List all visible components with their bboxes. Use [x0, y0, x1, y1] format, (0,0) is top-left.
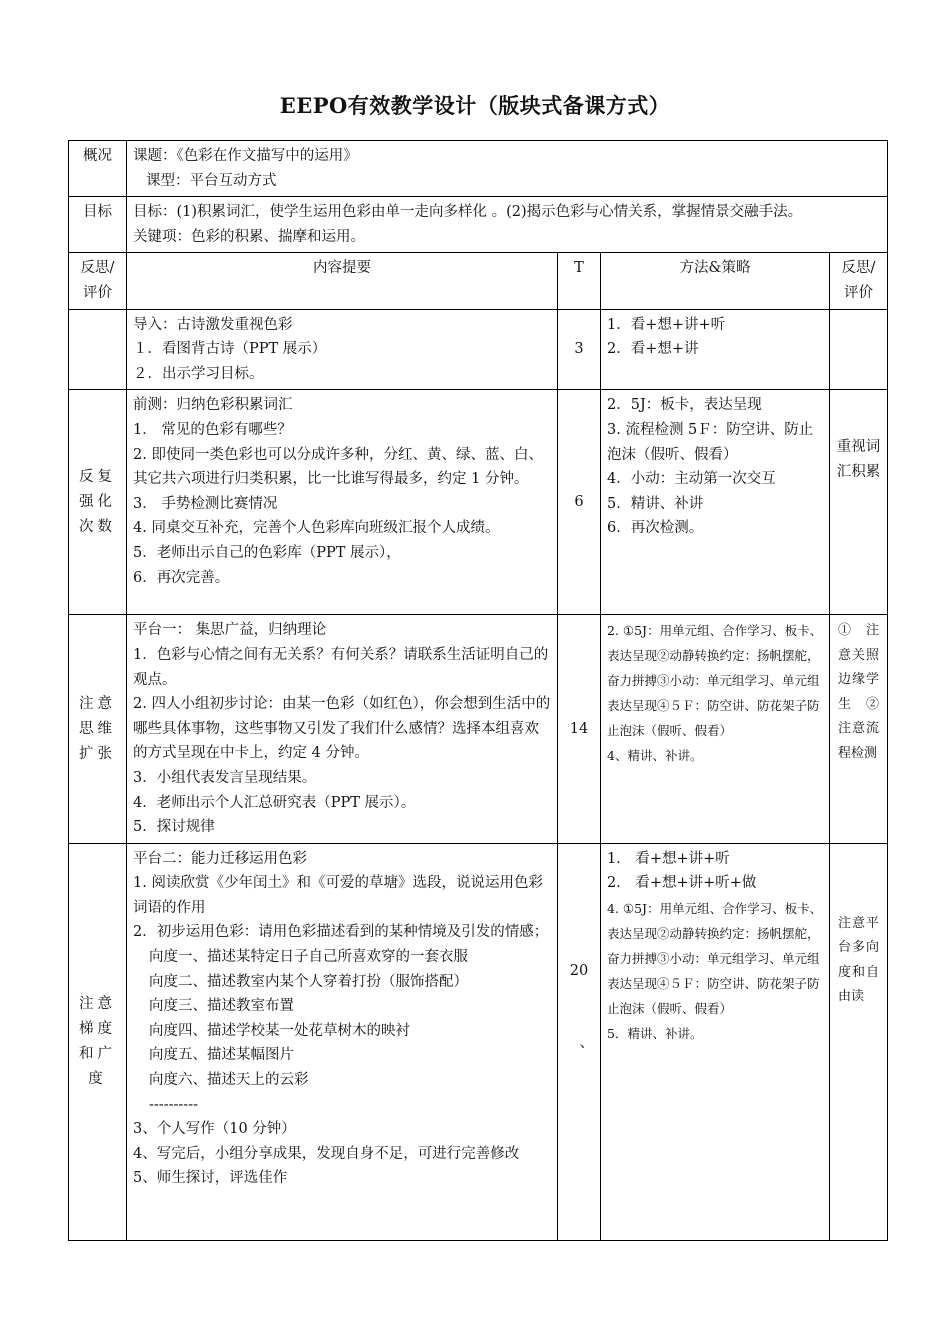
- content-line: 向度二、描述教室内某个人穿着打扮（服饰搭配）: [149, 973, 468, 990]
- row-platform-one: [69, 615, 888, 843]
- time-mark: 、: [579, 1035, 594, 1052]
- content-line: 1．色彩与心情之间有无关系？有何关系？请联系生活证明自己的观点。: [133, 646, 549, 688]
- row-platform-one-time: 14: [558, 615, 601, 843]
- method-line: 2．看+想+讲: [607, 341, 699, 358]
- method-line: 6．再次检测。: [607, 520, 704, 537]
- content-line: 2．初步运用色彩：请用色彩描述看到的某种情境及引发的情感；: [133, 924, 549, 941]
- method-line: 5．精讲、补讲。: [607, 1025, 703, 1041]
- method-line: 1． 看+想+讲+听: [607, 850, 730, 867]
- content-line: 4. 同桌交互补充，完善个人色彩库向班级汇报个人成绩。: [133, 520, 500, 537]
- header-row: [69, 253, 888, 309]
- row-platform-two: [69, 843, 888, 1240]
- row-pretest: [69, 390, 888, 615]
- row-pretest-reflect: 重视词汇积累: [830, 390, 888, 615]
- content-line: 导入：古诗激发重视色彩: [133, 316, 293, 333]
- content-line: 3．小组代表发言呈现结果。: [133, 769, 317, 786]
- page-title: EEPO有效教学设计（版块式备课方式）: [279, 93, 671, 118]
- row-platform-one-method: [601, 615, 830, 843]
- method-line: 1．看+想+讲+听: [607, 316, 726, 333]
- content-line: 向度一、描述某特定日子自己所喜欢穿的一套衣服: [149, 949, 468, 966]
- overview-row: [69, 141, 888, 197]
- row-platform-one-content: [127, 615, 558, 843]
- overview-label: 概况: [69, 141, 127, 197]
- goal-row: [69, 197, 888, 253]
- row-intro-method: [601, 309, 830, 390]
- header-content: 内容提要: [127, 253, 558, 309]
- row-intro-label: [69, 309, 127, 390]
- method-line: 2．5J：板卡，表达呈现: [607, 397, 762, 414]
- header-reflect-right: 反思/评价: [830, 253, 888, 309]
- goal-text: 目标：(1)积累词汇，使学生运用色彩由单一走向多样化 。(2)揭示色彩与心情关系，掌握情景交融手法。: [133, 204, 803, 221]
- time-value: 20: [569, 962, 589, 979]
- row-platform-two-method: [601, 843, 830, 1240]
- row-intro: [69, 309, 888, 390]
- method-line: 2． 看+想+讲+听+做: [607, 875, 757, 892]
- row-platform-one-label: 注意思维扩张: [69, 615, 127, 843]
- row-pretest-method: [601, 390, 830, 615]
- content-line: 1. 阅读欣赏《少年闰土》和《可爱的草塘》选段，说说运用色彩词语的作用: [133, 875, 543, 916]
- method-line: 5．精讲、补讲: [607, 495, 704, 512]
- content-line: 3． 手势检测比赛情况: [133, 495, 278, 512]
- method-line: 4、精讲、补讲。: [607, 748, 703, 764]
- content-line: 平台一： 集思广益，归纳理论: [133, 622, 327, 639]
- method-line: 2. ①5J：用单元组、合作学习、板卡、表达呈现②动静转换约定：扬帆摆舵，奋力拼搏③小动：单元组学习、单元组表达呈现④５Ｆ：防空讲、防花架子防止泡沫（假听、假看）: [607, 623, 823, 739]
- row-intro-reflect: [830, 309, 888, 390]
- overview-type: 课型：平台互动方式: [146, 172, 277, 189]
- content-line: 2. 四人小组初步讨论：由某一色彩（如红色），你会想到生活中的哪些具体事物，这些事物又引发了我们什么感情？选择本组喜欢的方式呈现在中卡上，约定 4 分钟。: [133, 696, 551, 762]
- content-line: 向度六、描述天上的云彩: [149, 1072, 309, 1089]
- row-intro-time: 3: [558, 309, 601, 390]
- content-line: 平台二：能力迁移运用色彩: [133, 850, 307, 867]
- content-line: ２．出示学习目标。: [133, 365, 264, 382]
- content-line: 前测：归纳色彩积累词汇: [133, 397, 293, 414]
- row-pretest-time: 6: [558, 390, 601, 615]
- header-t: T: [558, 253, 601, 309]
- content-line: 4、写完后，小组分享成果，发现自身不足，可进行完善修改: [133, 1145, 520, 1162]
- row-platform-one-reflect: ① 注意关照边缘学生 ②注意流程检测: [830, 615, 888, 843]
- method-line: 4．小动：主动第一次交互: [607, 471, 776, 488]
- row-platform-two-time: [558, 843, 601, 1240]
- overview-topic: 课题：《色彩在作文描写中的运用》: [133, 148, 358, 164]
- header-method: 方法&策略: [601, 253, 830, 309]
- goal-label: 目标: [69, 197, 127, 253]
- content-line: 5．老师出示自己的色彩库（PPT 展示），: [133, 544, 401, 561]
- method-line: 4. ①5J：用单元组、合作学习、板卡、表达呈现②动静转换约定：扬帆摆舵，奋力拼搏③小动：单元组学习、单元组表达呈现④５Ｆ：防空讲、防花架子防止泡沫（假听、假看）: [607, 900, 823, 1016]
- row-platform-two-reflect: 注意平台多向度和自由读: [830, 843, 888, 1240]
- overview-content: [127, 141, 888, 197]
- method-line: 3. 流程检测 5Ｆ：防空讲、防止泡沫（假听、假看）: [607, 421, 814, 463]
- lesson-plan-table: [68, 140, 888, 1241]
- row-platform-two-label: 注意梯度和广度: [69, 843, 127, 1240]
- content-line: 向度三、描述教室布置: [149, 998, 294, 1015]
- content-line: 5、师生探讨，评选佳作: [133, 1170, 288, 1187]
- content-line: ----------: [149, 1096, 198, 1113]
- content-line: 3、个人写作（10 分钟）: [133, 1121, 296, 1138]
- header-reflect-left: 反思/评价: [69, 253, 127, 309]
- row-platform-two-content: [127, 843, 558, 1240]
- content-line: １．看图背古诗（PPT 展示）: [133, 341, 327, 358]
- goal-key: 关键项：色彩的积累、揣摩和运用。: [133, 228, 365, 245]
- content-line: 向度四、描述学校某一处花草树木的映衬: [149, 1022, 410, 1039]
- row-intro-content: [127, 309, 558, 390]
- content-line: 5．探讨规律: [133, 819, 215, 836]
- content-line: 6．再次完善。: [133, 569, 230, 586]
- content-line: 2. 即使同一类色彩也可以分成许多种，分红、黄、绿、蓝、白、其它共六项进行归类积累，比一比谁写得最多，约定 1 分钟。: [133, 446, 543, 488]
- content-line: 1． 常见的色彩有哪些？: [133, 421, 292, 438]
- row-pretest-label: 反复强化次数: [69, 390, 127, 615]
- content-line: 向度五、描述某幅图片: [149, 1047, 294, 1064]
- row-pretest-content: [127, 390, 558, 615]
- goal-content: [127, 197, 888, 253]
- content-line: 4．老师出示个人汇总研究表（PPT 展示）。: [133, 794, 416, 811]
